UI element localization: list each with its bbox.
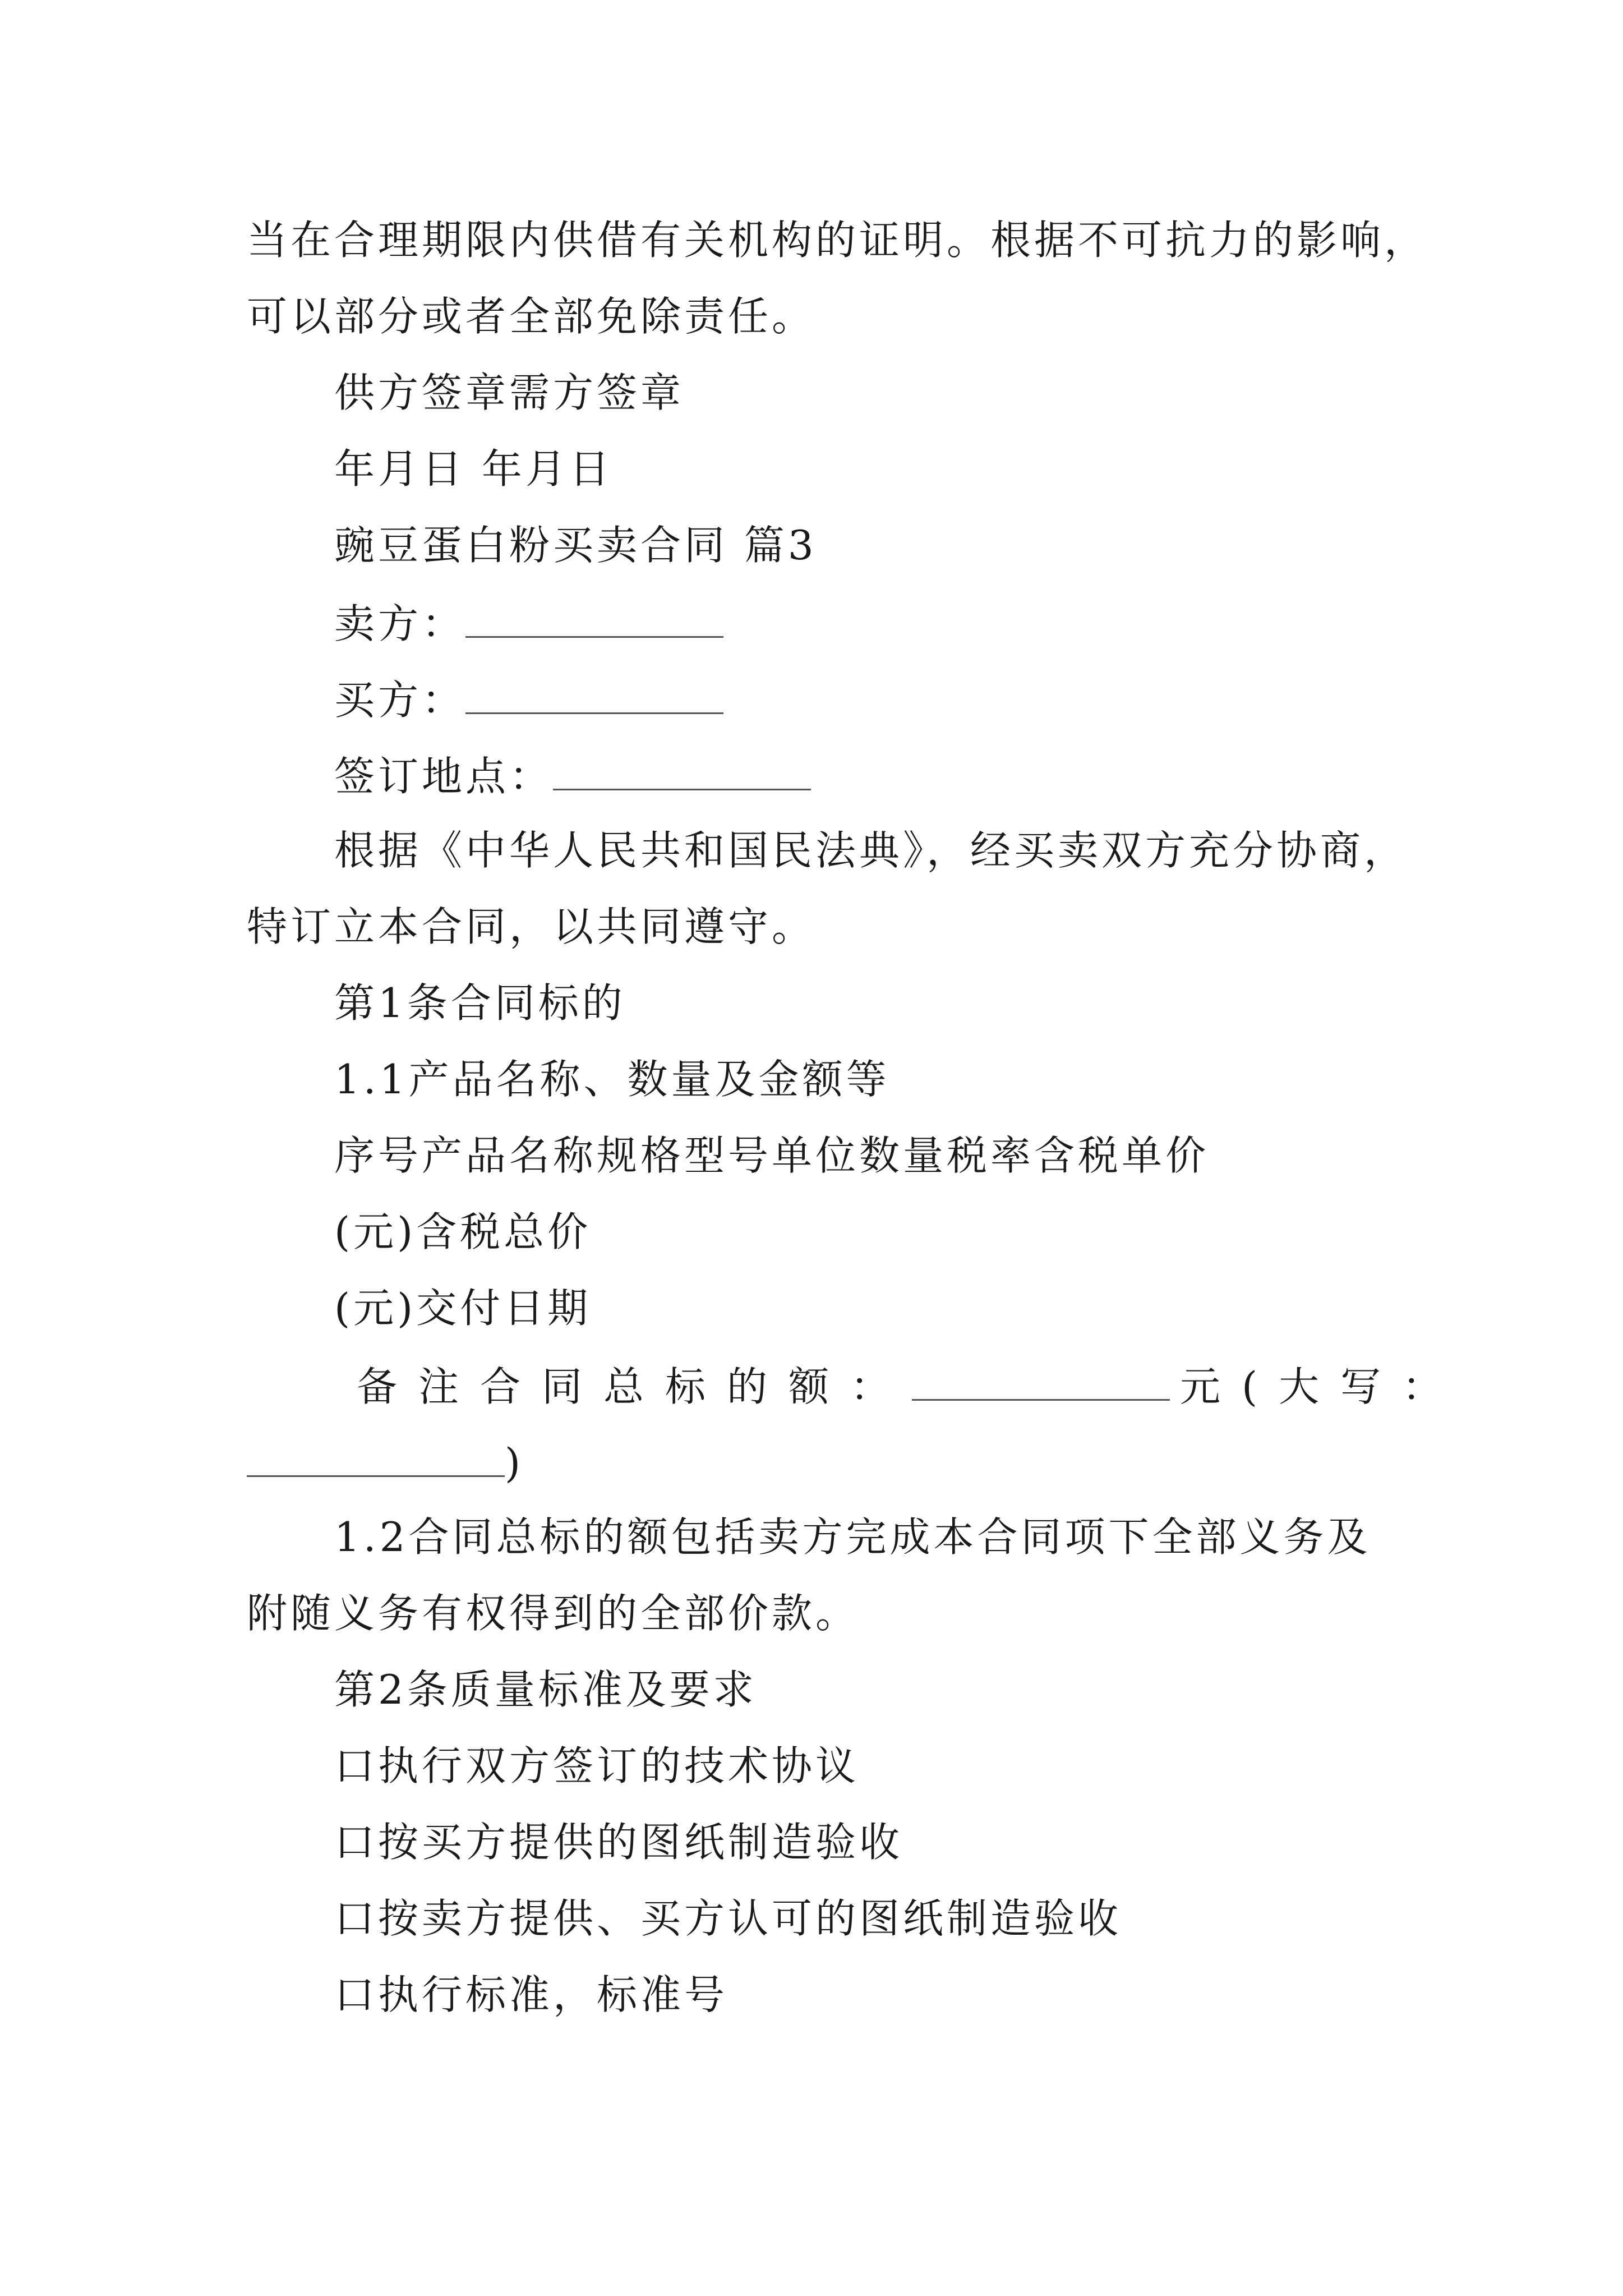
article-1-heading: 第1条合同标的 <box>334 979 626 1027</box>
article-2-heading: 第2条质量标准及要求 <box>334 1666 757 1713</box>
table-header-text-3: (元)交付日期 <box>334 1285 592 1332</box>
clause-1-2-cont: 附随义务有权得到的全部价款。 <box>247 1590 860 1637</box>
clause-1-1: 1.1产品名称、数量及金额等 <box>334 1056 890 1103</box>
option-buyer-drawings: 口按买方提供的图纸制造验收 <box>334 1819 903 1866</box>
paragraph-exemption: 可以部分或者全部免除责任。 <box>247 293 816 340</box>
table-header-text-2: (元)含税总价 <box>334 1208 592 1255</box>
closing-paren: ) <box>505 1439 524 1487</box>
paragraph-legal-basis: 根据《中华人民共和国民法典》，经买卖双方充分协商， <box>334 827 1408 874</box>
total-amount-label: 备注合同总标的额： <box>357 1363 912 1410</box>
buyer-blank <box>465 678 723 714</box>
paragraph-legal-basis-cont: 特订立本合同，以共同遵守。 <box>247 903 816 950</box>
seller-blank <box>465 601 723 638</box>
signing-place-label: 签订地点： <box>334 753 554 800</box>
signing-place-blank <box>553 754 811 790</box>
total-amount-uppercase-label: 元(大写： <box>1180 1363 1464 1410</box>
contract-title: 豌豆蛋白粉买卖合同 篇3 <box>334 522 817 569</box>
total-amount-uppercase-blank <box>247 1441 505 1477</box>
option-seller-drawings: 口按卖方提供、买方认可的图纸制造验收 <box>334 1895 1122 1942</box>
paragraph-force-majeure-proof: 当在合理期限内供借有关机构的证明。根据不可抗力的影响， <box>247 217 1428 264</box>
total-amount-line <box>357 1363 1464 1410</box>
total-amount-blank <box>912 1364 1170 1401</box>
buyer-line <box>334 677 723 724</box>
option-technical-agreement: 口执行双方签订的技术协议 <box>334 1742 860 1789</box>
signature-labels: 供方签章需方签章 <box>334 369 685 416</box>
seller-line <box>334 600 723 647</box>
buyer-label: 买方： <box>334 677 466 724</box>
signature-dates: 年月日 年月日 <box>334 445 613 493</box>
seller-label: 卖方： <box>334 600 466 647</box>
total-amount-uppercase-line <box>247 1439 524 1487</box>
clause-1-2: 1.2合同总标的额包括卖方完成本合同项下全部义务及 <box>334 1513 1371 1561</box>
option-standard: 口执行标准，标准号 <box>334 1971 728 2018</box>
signing-place-line <box>334 753 811 800</box>
table-header-text: 序号产品名称规格型号单位数量税率含税单价 <box>334 1132 1210 1179</box>
